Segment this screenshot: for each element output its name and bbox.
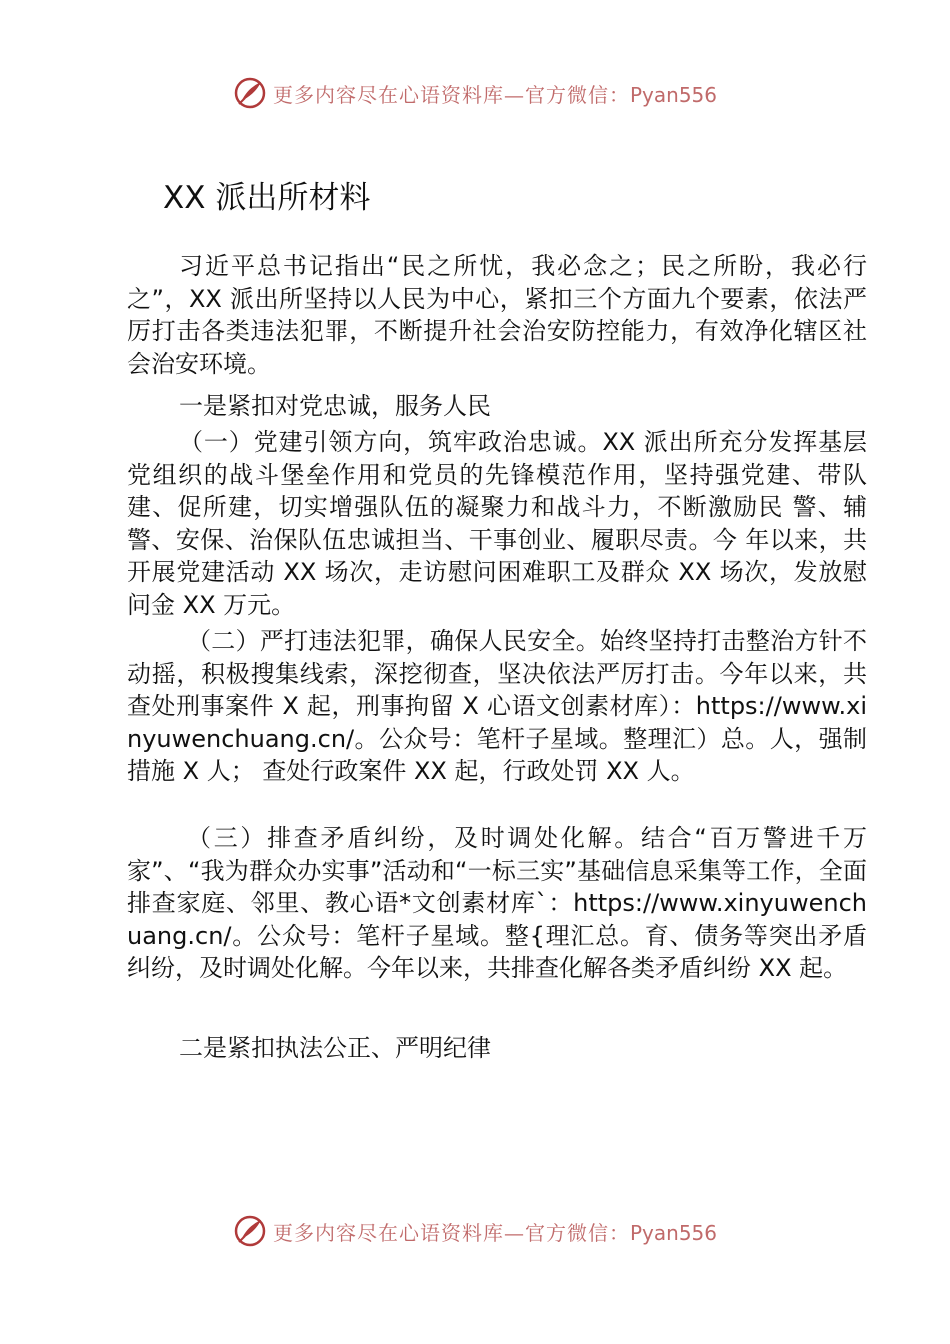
intro-paragraph: 习近平总书记指出“民之所忧，我必念之；民之所盼，我必行之”，XX 派出所坚持以人民为中心，紧扣三个方面九个要素，依法严厉打击各类违法犯罪，不断提升社会治安防控能力，有效净化辖区社会治安环境。 [127, 252, 867, 378]
document-title: XX 派出所材料 [163, 180, 371, 216]
section-heading-1: 一是紧扣对党忠诚，服务人民 [179, 392, 491, 420]
watermark-text: 更多内容尽在心语资料库—官方微信：Pyan556 [272, 1220, 717, 1245]
wechat-id: Pyan556 [629, 1220, 717, 1245]
wechat-id: Pyan556 [629, 82, 717, 107]
watermark-banner-top [0, 73, 950, 113]
watermark-banner-bottom [0, 1211, 950, 1251]
watermark-text: 更多内容尽在心语资料库—官方微信：Pyan556 [272, 82, 717, 107]
paragraph-dispute-resolution: （三）排查矛盾纠纷，及时调处化解。结合“百万警进千万家”、“我为群众办实事”活动和“一标三实”基础信息采集等工作，全面排查家庭、邻里、教心语*文创素材库`：https://www.xinyuwenchuang.cn/。公众号：笔杆子星域。整{理汇总。育、债务等突出矛盾纠纷，及时调处化解。今年以来，共排查化解各类矛盾纠纷 XX 起。 [127, 824, 867, 982]
quill-logo-icon [233, 1214, 267, 1248]
paragraph-party-building: （一）党建引领方向，筑牢政治忠诚。XX 派出所充分发挥基层党组织的战斗堡垒作用和党员的先锋模范作用，坚持强党建、带队建、促所建，切实增强队伍的凝聚力和战斗力，不断激励民 警、辅警、安保、治保队伍忠诚担当、干事创业、履职尽责。今 年以来，共开展党建活动 XX 场次，走访慰问困难职工及群众 XX 场次，发放慰问金 XX 万元。 [127, 428, 867, 619]
quill-logo-icon [233, 76, 267, 110]
section-heading-2: 二是紧扣执法公正、严明纪律 [179, 1034, 491, 1062]
paragraph-crime-crackdown: （二）严打违法犯罪，确保人民安全。始终坚持打击整治方针不动摇，积极搜集线索，深挖彻查，坚决依法严厉打击。今年以来，共查处刑事案件 X 起，刑事拘留 X 心语文创素材库）：https://www.xinyuwenchuang.cn/。公众号：笔杆子星域。整理汇）总。人，强制措施 X 人； 查处行政案件 XX 起，行政处罚 XX 人。 [127, 627, 867, 785]
